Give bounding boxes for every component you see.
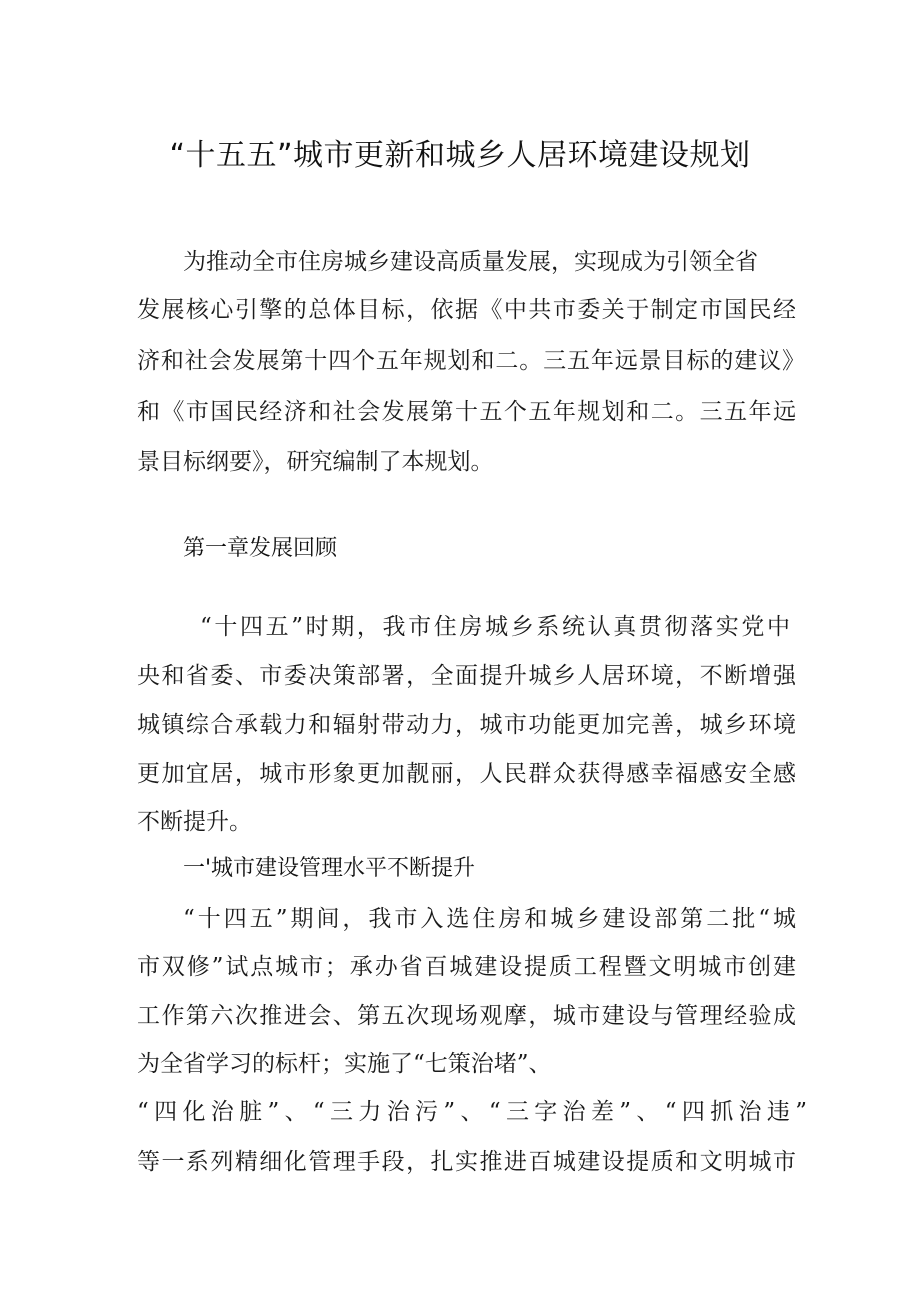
section-paragraph-line-4: 为全省学习的标杆；实施了“七策治堵”、 (137, 1051, 552, 1077)
chapter-paragraph-line-5: 不断提升。 (137, 809, 252, 835)
section-paragraph-line-1: “十四五”期间，我市入选住房和城乡建设部第二批“城 (183, 906, 796, 932)
chapter-paragraph-line-4: 更加宜居，城市形象更加靓丽，人民群众获得感幸福感安全感 (137, 761, 796, 787)
intro-line-1: 为推动全市住房城乡建设高质量发展，实现成为引领全省 (183, 249, 758, 275)
section-paragraph-line-6: 等一系列精细化管理手段，扎实推进百城建设提质和文明城市 (137, 1149, 796, 1175)
intro-line-2: 发展核心引擎的总体目标，依据《中共市委关于制定市国民经 (137, 297, 796, 323)
chapter-heading: 第一章发展回顾 (183, 536, 338, 561)
intro-line-3: 济和社会发展第十四个五年规划和二。三五年远景目标的建议》 (137, 348, 805, 374)
chapter-paragraph-line-2: 央和省委、市委决策部署，全面提升城乡人居环境，不断增强 (137, 663, 796, 689)
chapter-paragraph-line-1: “十四五”时期，我市住房城乡系统认真贯彻落实党中 (200, 614, 790, 640)
intro-line-5: 景目标纲要》，研究编制了本规划。 (137, 449, 494, 475)
chapter-paragraph-line-3: 城镇综合承载力和辐射带动力，城市功能更加完善，城乡环境 (137, 712, 796, 738)
intro-line-4: 和《市国民经济和社会发展第十五个五年规划和二。三五年远 (137, 399, 796, 425)
section-paragraph-line-5: “四化治脏”、“三力治污”、“三字治差”、“四抓治违” (137, 1099, 807, 1125)
document-title: “十五五”城市更新和城乡人居环境建设规划 (169, 138, 751, 173)
section-heading: 一'城市建设管理水平不断提升 (183, 856, 476, 881)
section-paragraph-line-2: 市双修”试点城市；承办省百城建设提质工程暨文明城市创建 (137, 954, 796, 980)
section-paragraph-line-3: 工作第六次推进会、第五次现场观摩，城市建设与管理经验成 (137, 1003, 796, 1029)
